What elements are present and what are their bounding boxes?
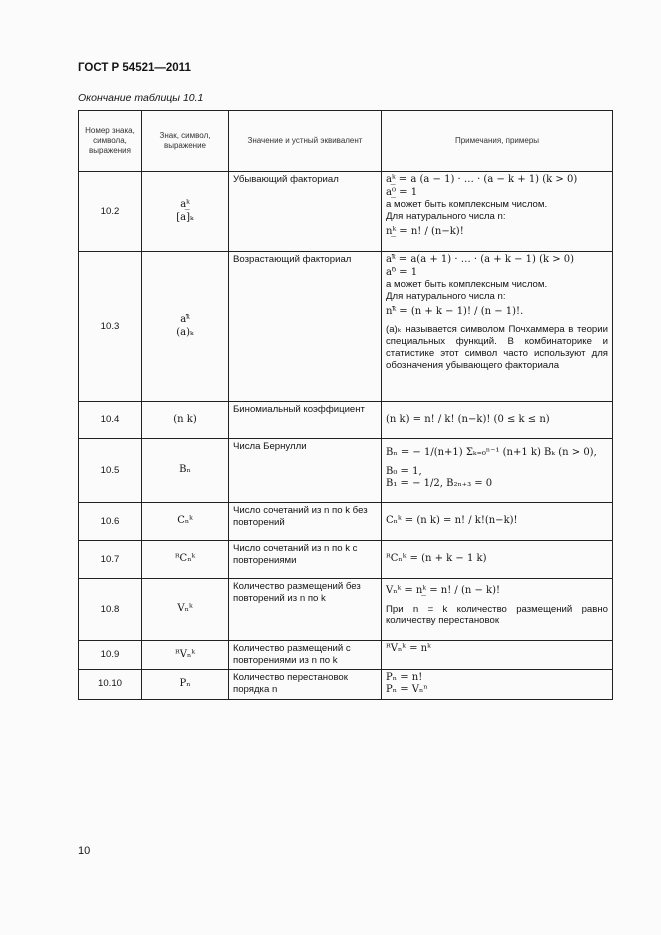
row-number: 10.5	[79, 439, 142, 503]
row-notes: Bₙ = − 1/(n+1) Σₖ₌₀ⁿ⁻¹ (n+1 k) Bₖ (n > 0), B₀ = 1, B₁ = − 1/2, B₂ₙ₊₃ = 0	[382, 439, 613, 503]
row-number: 10.9	[79, 641, 142, 670]
row-symbol: Cₙᵏ	[142, 503, 229, 541]
table-row	[79, 402, 613, 439]
table-header-row	[79, 111, 613, 172]
document-header: ГОСТ Р 54521—2011	[78, 62, 191, 74]
col-header-notes: Примечания, примеры	[382, 111, 613, 172]
row-meaning: Количество размещений с повторениями из n по k	[229, 641, 382, 670]
row-symbol: Pₙ	[142, 669, 229, 699]
row-notes: Vₙᵏ = nᵏ̲ = n! / (n − k)! При n = k количество размещений равно количеству перестановок	[382, 579, 613, 641]
row-number: 10.8	[79, 579, 142, 641]
row-notes: ᴿCₙᵏ = (n + k − 1 k)	[382, 541, 613, 579]
table-caption: Окончание таблицы 10.1	[78, 92, 204, 104]
row-notes: ᴿVₙᵏ = nᵏ	[382, 641, 613, 670]
row-notes: Pₙ = n! Pₙ = Vₙⁿ	[382, 669, 613, 699]
row-number: 10.7	[79, 541, 142, 579]
row-meaning: Убывающий факториал	[229, 172, 382, 252]
col-header-number: Номер знака, символа, выражения	[79, 111, 142, 172]
row-symbol: Vₙᵏ	[142, 579, 229, 641]
row-number: 10.6	[79, 503, 142, 541]
row-notes: (n k) = n! / k! (n−k)! (0 ≤ k ≤ n)	[382, 402, 613, 439]
page-number: 10	[78, 845, 91, 857]
row-symbol: ᴿVₙᵏ	[142, 641, 229, 670]
row-meaning: Число сочетаний из n по k с повторениями	[229, 541, 382, 579]
notation-table	[78, 110, 613, 700]
row-meaning: Числа Бернулли	[229, 439, 382, 503]
table-row	[79, 541, 613, 579]
row-symbol: aᵏ̄ (a)ₖ	[142, 252, 229, 402]
row-notes: aᵏ̲ = a (a − 1) · … · (a − k + 1) (k > 0) a⁰̲ = 1 a может быть комплексным числом. Для натурального числа n: nᵏ̲ = n! / (n−k)!	[382, 172, 613, 252]
table-row	[79, 172, 613, 252]
col-header-meaning: Значение и устный эквивалент	[229, 111, 382, 172]
row-meaning: Возрастающий факториал	[229, 252, 382, 402]
row-meaning: Количество перестановок порядка n	[229, 669, 382, 699]
row-meaning: Биномиальный коэффициент	[229, 402, 382, 439]
row-number: 10.4	[79, 402, 142, 439]
row-notes: aᵏ̄ = a(a + 1) · … · (a + k − 1) (k > 0) a⁰̄ = 1 a может быть комплексным числом. Для натурального числа n: nᵏ̄ = (n + k − 1)! / (n − 1)!. (a)ₖ называется символом Почхаммера в теории специальных функций. В комбинаторике и статистике этот символ часто используют для обозначения убывающего факториала	[382, 252, 613, 402]
row-number: 10.3	[79, 252, 142, 402]
table-row	[79, 439, 613, 503]
row-meaning: Количество размещений без повторений из n по k	[229, 579, 382, 641]
table-row	[79, 252, 613, 402]
table-row	[79, 641, 613, 670]
row-meaning: Число сочетаний из n по k без повторений	[229, 503, 382, 541]
row-symbol: (n k)	[142, 402, 229, 439]
row-number: 10.10	[79, 669, 142, 699]
row-symbol: aᵏ̲ [a]ₖ	[142, 172, 229, 252]
table-row	[79, 669, 613, 699]
table-row	[79, 579, 613, 641]
table-row	[79, 503, 613, 541]
row-notes: Cₙᵏ = (n k) = n! / k!(n−k)!	[382, 503, 613, 541]
row-symbol: ᴿCₙᵏ	[142, 541, 229, 579]
row-symbol: Bₙ	[142, 439, 229, 503]
row-number: 10.2	[79, 172, 142, 252]
col-header-symbol: Знак, символ, выражение	[142, 111, 229, 172]
